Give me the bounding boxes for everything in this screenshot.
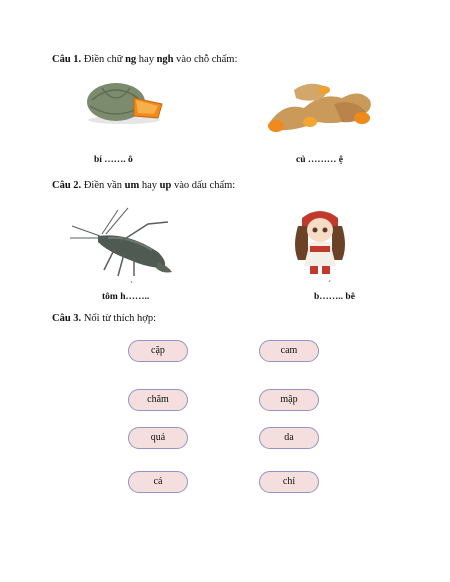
question-1-prompt: Câu 1. Điền chữ ng hay ngh vào chỗ chấm:	[52, 54, 238, 65]
q2-right-tone-mark: ´	[328, 279, 331, 289]
pumpkin-image	[84, 78, 168, 126]
match-right-word[interactable]: cam	[259, 340, 319, 362]
turmeric-image	[264, 72, 376, 138]
q1-left-fill-blank: bí ……. ô	[94, 155, 133, 165]
match-right-word[interactable]: mập	[259, 389, 319, 411]
lobster-image	[68, 206, 186, 278]
question-2-number: Câu 2.	[52, 180, 82, 191]
question-2-prompt: Câu 2. Điền vần um hay up vào dấu chấm:	[52, 180, 236, 191]
question-1-number: Câu 1.	[52, 54, 82, 65]
match-left-word[interactable]: cặp	[128, 340, 188, 362]
match-right-word[interactable]: chỉ	[259, 471, 319, 493]
question-3-number: Câu 3.	[52, 313, 82, 324]
question-3-prompt: Câu 3. Nối từ thích hợp:	[52, 313, 157, 324]
doll-image	[288, 206, 352, 276]
q2-left-tone-mark: `	[130, 280, 133, 290]
match-left-word[interactable]: quả	[128, 427, 188, 449]
q1-right-fill-blank: củ ……… ệ	[296, 155, 343, 165]
match-left-word[interactable]: chăm	[128, 389, 188, 411]
match-left-word[interactable]: cá	[128, 471, 188, 493]
q2-right-fill-blank: b…….. bê	[314, 292, 355, 302]
match-right-word[interactable]: da	[259, 427, 319, 449]
q2-left-fill-blank: tôm h……..	[102, 292, 150, 302]
